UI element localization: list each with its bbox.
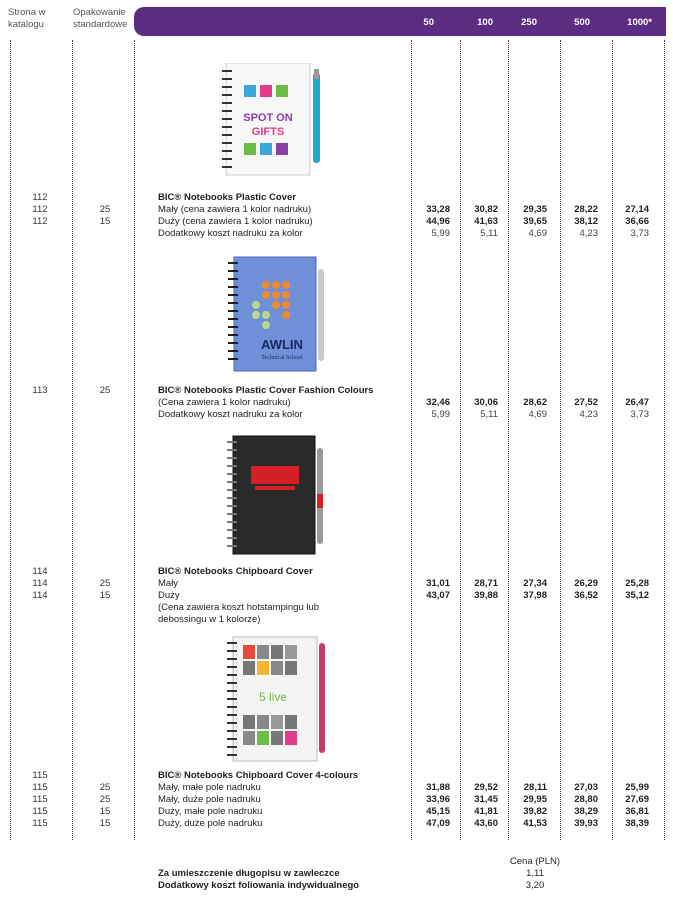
column-divider (411, 40, 412, 840)
price-1000: 25,28 (625, 578, 649, 589)
catalog-page: 114 (32, 566, 48, 577)
catalog-page: 115 (32, 794, 48, 805)
column-divider (72, 40, 73, 840)
price-500: 28,22 (574, 204, 598, 215)
price-250: 27,34 (523, 578, 547, 589)
price-50: 32,46 (426, 397, 450, 408)
price-100: 30,82 (474, 204, 498, 215)
product-image-fashion-colours (224, 255, 329, 373)
price-50: 31,88 (426, 782, 450, 793)
pack-size: 25 (99, 204, 111, 215)
price-1000: 36,81 (625, 806, 649, 817)
catalog-page: 115 (32, 806, 48, 817)
image-text: GIFTS (251, 126, 285, 138)
price-50: 45,15 (426, 806, 450, 817)
price-100: 29,52 (474, 782, 498, 793)
price-250: 29,95 (523, 794, 547, 805)
price-100: 30,06 (474, 397, 498, 408)
product-title: BIC® Notebooks Plastic Cover (158, 192, 296, 203)
price-50: 5,99 (431, 409, 450, 420)
price-250: 4,69 (528, 228, 547, 239)
price-500: 38,29 (574, 806, 598, 817)
row-description: (Cena zawiera koszt hotstampingu lub (158, 602, 320, 613)
price-500: 26,29 (574, 578, 598, 589)
column-divider (612, 40, 613, 840)
image-text: 5 live (258, 690, 288, 704)
price-50: 5,99 (431, 228, 450, 239)
price-1000: 25,99 (625, 782, 649, 793)
extras-price-header: Cena (PLN) (509, 856, 561, 867)
catalog-page: 113 (32, 385, 48, 396)
column-header-page: Strona w katalogu (8, 7, 46, 30)
qty-header: 500 (574, 17, 590, 28)
pack-size: 25 (99, 385, 111, 396)
extras-item-label: Za umieszczenie długopisu w zawleczce (158, 868, 340, 879)
pack-size: 15 (99, 806, 111, 817)
price-50: 33,28 (426, 204, 450, 215)
price-100: 39,88 (474, 590, 498, 601)
price-50: 31,01 (426, 578, 450, 589)
price-250: 29,35 (523, 204, 547, 215)
row-description: debossingu w 1 kolorze) (158, 614, 261, 625)
price-100: 5,11 (480, 228, 498, 239)
row-description: Mały, duże pole nadruku (158, 794, 261, 805)
row-description: Dodatkowy koszt nadruku za kolor (158, 409, 303, 420)
price-500: 28,80 (574, 794, 598, 805)
catalog-page: 115 (32, 782, 48, 793)
price-250: 28,62 (523, 397, 547, 408)
price-500: 38,12 (574, 216, 598, 227)
pack-size: 25 (99, 782, 111, 793)
image-text: AWLIN (261, 337, 303, 352)
pack-size: 15 (99, 590, 111, 601)
price-250: 41,53 (523, 818, 547, 829)
price-500: 27,52 (574, 397, 598, 408)
column-divider (508, 40, 509, 840)
column-divider (560, 40, 561, 840)
row-description: Duży (cena zawiera 1 kolor nadruku) (158, 216, 313, 227)
catalog-page: 114 (32, 590, 48, 601)
product-title: BIC® Notebooks Plastic Cover Fashion Colours (158, 385, 374, 396)
price-1000: 3,73 (630, 409, 649, 420)
price-1000: 26,47 (625, 397, 649, 408)
row-description: Dodatkowy koszt nadruku za kolor (158, 228, 303, 239)
qty-header: 50 (423, 17, 434, 28)
pack-size: 15 (99, 216, 111, 227)
product-image-chipboard-cover (223, 434, 328, 556)
catalog-page: 114 (32, 578, 48, 589)
catalog-page: 112 (32, 216, 48, 227)
column-divider (460, 40, 461, 840)
price-250: 4,69 (528, 409, 547, 420)
price-1000: 27,14 (625, 204, 649, 215)
extras-item-price: 3,20 (525, 880, 545, 891)
price-50: 44,96 (426, 216, 450, 227)
price-100: 28,71 (474, 578, 498, 589)
price-1000: 38,39 (625, 818, 649, 829)
price-1000: 27,69 (625, 794, 649, 805)
price-100: 41,81 (474, 806, 498, 817)
price-500: 4,23 (579, 409, 598, 420)
qty-header: 1000* (627, 17, 652, 28)
row-description: Mały, małe pole nadruku (158, 782, 261, 793)
extras-item-price: 1,11 (526, 868, 544, 879)
product-title: BIC® Notebooks Chipboard Cover (158, 566, 313, 577)
price-50: 47,09 (426, 818, 450, 829)
catalog-page: 115 (32, 818, 48, 829)
price-1000: 35,12 (625, 590, 649, 601)
price-50: 33,96 (426, 794, 450, 805)
price-500: 4,23 (579, 228, 598, 239)
price-100: 5,11 (480, 409, 498, 420)
image-text: SPOT ON (243, 112, 293, 124)
price-500: 36,52 (574, 590, 598, 601)
price-250: 39,65 (523, 216, 547, 227)
price-250: 39,82 (523, 806, 547, 817)
row-description: Mały (158, 578, 179, 589)
price-100: 41,63 (474, 216, 498, 227)
pack-size: 25 (99, 578, 111, 589)
qty-header: 250 (521, 17, 537, 28)
price-250: 37,98 (523, 590, 547, 601)
price-500: 39,93 (574, 818, 598, 829)
column-header-packaging: Opakowanie standardowe (73, 7, 128, 30)
row-description: Duży (158, 590, 180, 601)
catalog-page: 112 (32, 204, 48, 215)
pack-size: 15 (99, 818, 111, 829)
image-text: Technical School (261, 355, 303, 361)
column-divider (134, 40, 135, 840)
price-1000: 3,73 (630, 228, 649, 239)
row-description: (Cena zawiera 1 kolor nadruku) (158, 397, 291, 408)
price-250: 28,11 (523, 782, 547, 793)
row-description: Mały (cena zawiera 1 kolor nadruku) (158, 204, 312, 215)
product-image-4-colours (223, 635, 331, 763)
column-divider (664, 40, 665, 840)
extras-item-label: Dodatkowy koszt foliowania indywidualnego (158, 880, 360, 891)
catalog-page: 115 (32, 770, 48, 781)
row-description: Duży, duże pole nadruku (158, 818, 263, 829)
row-description: Duży, małe pole nadruku (158, 806, 263, 817)
catalog-page: 112 (32, 192, 48, 203)
product-title: BIC® Notebooks Chipboard Cover 4-colours (158, 770, 359, 781)
price-100: 43,60 (474, 818, 498, 829)
price-100: 31,45 (474, 794, 498, 805)
price-50: 43,07 (426, 590, 450, 601)
column-divider (10, 40, 11, 840)
price-1000: 36,66 (625, 216, 649, 227)
price-500: 27,03 (574, 782, 598, 793)
qty-header: 100 (477, 17, 493, 28)
product-image-plastic-cover (218, 63, 328, 178)
pack-size: 25 (99, 794, 111, 805)
